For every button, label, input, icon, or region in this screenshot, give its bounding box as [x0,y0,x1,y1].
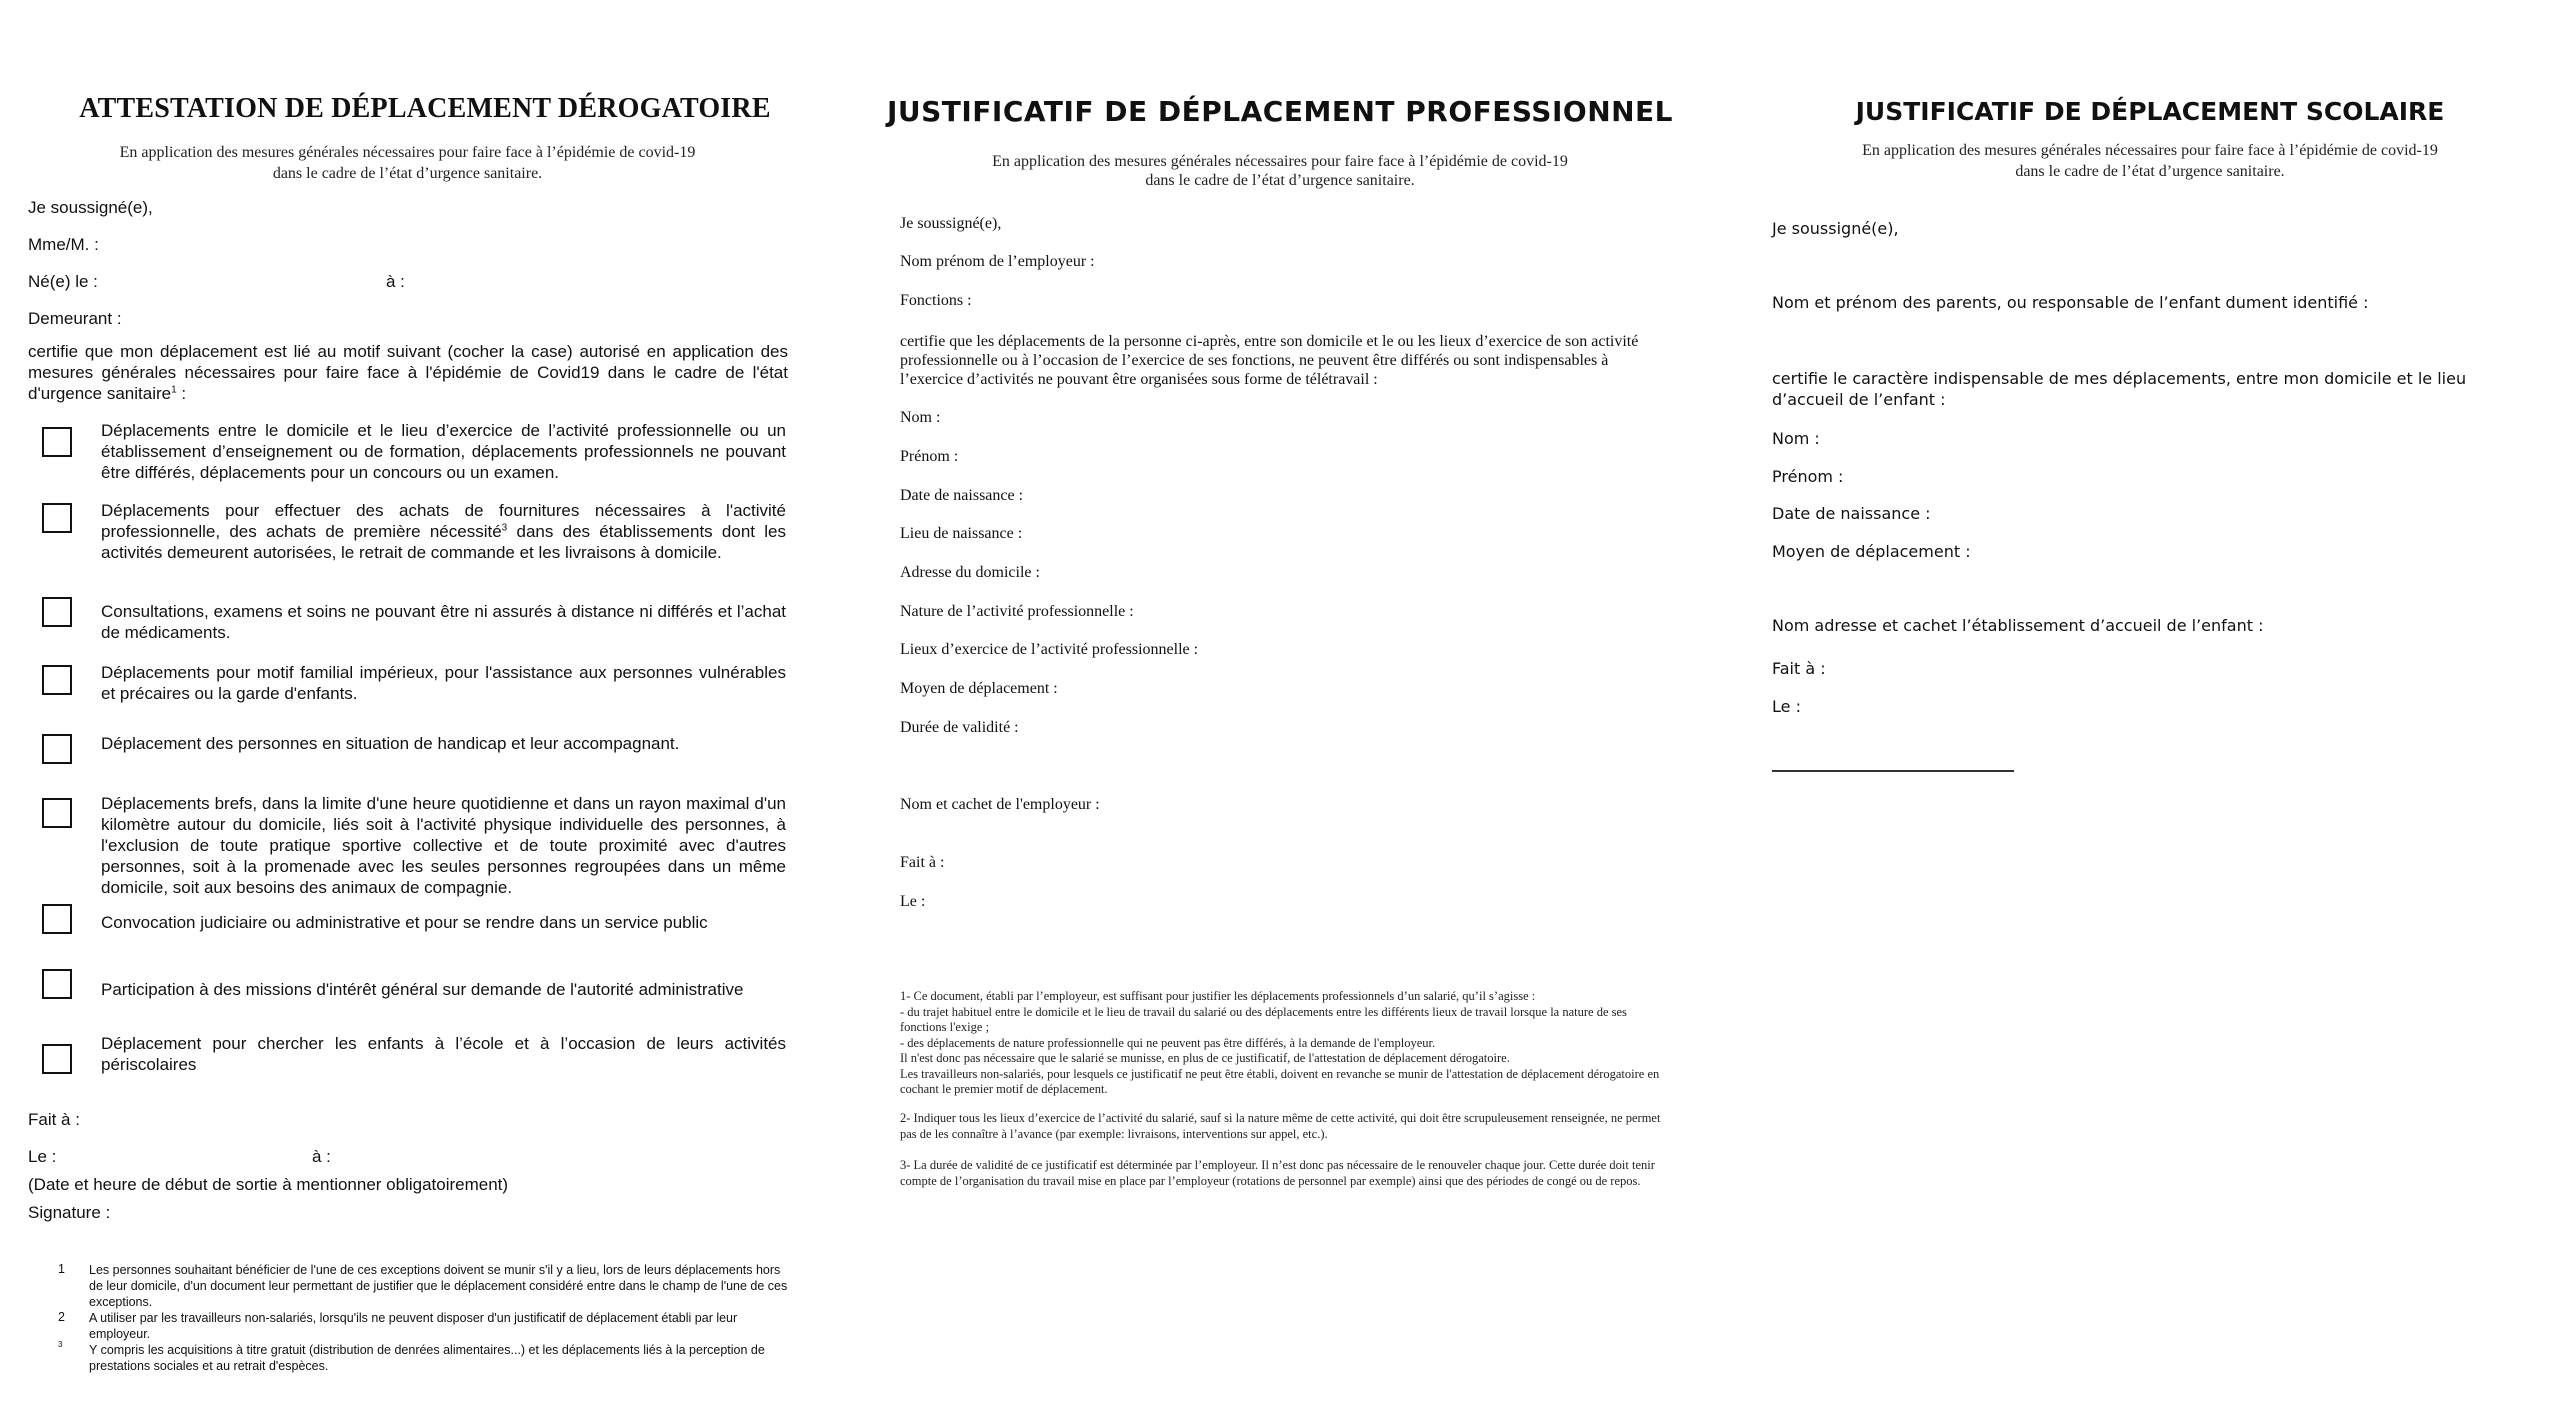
form-title: JUSTIFICATIF DE DÉPLACEMENT SCOLAIRE [1855,97,2445,126]
subtitle-line-1: En application des mesures générales nécessaires pour faire face à l’épidémie de covid-19 [119,144,696,161]
employeur-field[interactable]: Nom prénom de l’employeur : [900,253,1095,270]
reason-text: Déplacement des personnes en situation de handicap et leur accompagnant. [101,734,680,753]
moyen-deplacement-field[interactable]: Moyen de déplacement : [1772,542,1971,561]
form-subtitle [880,152,1680,190]
note-line: Les travailleurs non-salariés, pour lesquels ce justificatif ne peut être établi, doivent en revanche se munir de l'attestation de déplacement dérogatoire en cochant le premier motif de déplacement. [900,1066,1660,1096]
reason-text: Participation à des missions d'intérêt général sur demande de l'autorité administrative [101,980,744,999]
reason-text [101,500,786,563]
demeurant-field[interactable]: Demeurant : [28,309,122,328]
certifie-paragraph: certifie le caractère indispensable de mes déplacements, entre mon domicile et le lieu d’accueil de l’enfant : [1772,369,2467,409]
reason-text: Déplacements brefs, dans la limite d'une heure quotidienne et dans un rayon maximal d'un kilomètre autour du domicile, liés soit à l'activité physique individuelle des personnes, à l'exclusion de toute pratique sportive collective et de toute proximité avec d'autres personnes, soit à la promenade avec les seules personnes regroupées dans un même domicile, soit aux besoins des animaux de compagnie. [101,794,786,897]
note-line: Il n'est donc pas nécessaire que le salarié se munisse, en plus de ce justificatif, de l'attestation de déplacement dérogatoire. [900,1051,1510,1065]
checkbox[interactable] [42,969,72,999]
checkbox[interactable] [42,597,72,627]
soussigne-label: Je soussigné(e), [28,198,153,217]
lieu-naissance-field[interactable]: Lieu de naissance : [900,525,1023,542]
lieu-naissance-field[interactable]: à : [386,272,405,291]
moyen-deplacement-field[interactable]: Moyen de déplacement : [900,680,1058,697]
signature-field[interactable]: Signature : [28,1203,111,1222]
subtitle-line-1: En application des mesures générales nécessaires pour faire face à l’épidémie de covid-19 [992,153,1568,170]
date-naissance-field[interactable]: Date de naissance : [1772,504,1931,523]
note-3: 3- La durée de validité de ce justificatif est déterminée par l’employeur. Il n’est donc pas nécessaire de le renouveler chaque jour. Cette durée doit tenir compte de l’organisation du travail mise en place par l’employeur (rotations de personnel par exemple) ainsi que des périodes de congé ou de repos. [900,1158,1655,1188]
fait-a-field[interactable]: Fait à : [900,854,945,871]
subtitle-line-1: En application des mesures générales nécessaires pour faire face à l’épidémie de covid-19 [1862,142,2438,159]
date-sortie-field[interactable]: Le : [28,1147,57,1166]
reason-text: Déplacements pour motif familial impérieux, pour l'assistance aux personnes vulnérables et précaires ou la garde d'enfants. [101,663,786,703]
subtitle-line-2: dans le cadre de l’état d’urgence sanitaire. [272,165,543,182]
note-line: 1- Ce document, établi par l’employeur, est suffisant pour justifier les déplacements professionnels d’un salarié, qu’il s’agisse : [900,989,1536,1003]
heure-sortie-field[interactable]: à : [312,1147,331,1166]
reason-text: Déplacements entre le domicile et le lieu d’exercice de l’activité professionnelle ou un établissement d’enseignement ou de formation, déplacements professionnels ne pouvant être différés, déplacements pour un concours ou un examen. [101,421,786,482]
footnote-number: 2 [58,1310,65,1324]
checkbox[interactable] [42,503,72,533]
certifie-text: certifie que mon déplacement est lié au motif suivant (cocher la case) autorisé en application des mesures générales nécessaires pour faire face à l'épidémie de Covid19 dans le cadre de l'état d'urgence sanitaire [28,342,788,403]
nature-activite-field[interactable]: Nature de l’activité professionnelle : [900,603,1134,620]
reason-text: Consultations, examens et soins ne pouvant être ni assurés à distance ni différés et l’achat de médicaments. [101,602,786,642]
subtitle-line-2: dans le cadre de l’état d’urgence sanitaire. [1145,172,1415,189]
prenom-field[interactable]: Prénom : [1772,467,1844,486]
mme-m-field[interactable]: Mme/M. : [28,235,99,254]
fait-a-field[interactable]: Fait à : [1772,659,1826,678]
date-note: (Date et heure de début de sortie à mentionner obligatoirement) [28,1175,509,1194]
signature-line[interactable] [1772,770,2014,772]
footnote-number: 1 [58,1262,65,1276]
reason-text-part: Déplacements pour effectuer des achats de fournitures nécessaires à l'activité professionnelle, des achats de première nécessité [101,501,786,541]
footnote-text: A utiliser par les travailleurs non-salariés, lorsqu'ils ne peuvent disposer d'un justificatif de déplacement établi par leur employeur. [89,1311,738,1341]
checkbox[interactable] [42,734,72,764]
checkbox[interactable] [42,904,72,934]
le-field[interactable]: Le : [1772,697,1801,716]
subtitle-line-2: dans le cadre de l’état d’urgence sanitaire. [2015,163,2285,180]
checkbox[interactable] [42,798,72,828]
fait-a-field[interactable]: Fait à : [28,1110,80,1129]
date-naissance-field[interactable]: Date de naissance : [900,487,1024,504]
parents-field[interactable]: Nom et prénom des parents, ou responsable de l’enfant dument identifié : [1772,293,2369,312]
prenom-field[interactable]: Prénom : [900,448,959,465]
form-subtitle [0,142,815,184]
note-2: 2- Indiquer tous les lieux d’exercice de l’activité du salarié, sauf si la nature même de cette activité, qui doit être scrupuleusement renseignée, ne permet pas de les connaître à l’avance (par exemple: livraisons, interventions sur appel, etc.). [900,1111,1661,1141]
footnote-ref: 1 [171,384,177,396]
form-title: ATTESTATION DE DÉPLACEMENT DÉROGATOIRE [79,93,771,124]
note-line: - des déplacements de nature professionnelle qui ne peuvent pas être différés, à la demande de l'employeur. [900,1035,1436,1050]
footnote-text: Les personnes souhaitant bénéficier de l'une de ces exceptions doivent se munir s'il y a lieu, lors de leurs déplacements hors de leur domicile, d'un document leur permettant de justifier que le déplacement considéré entre dans le champ de l'une de ces exceptions. [89,1263,788,1309]
form-title: JUSTIFICATIF DE DÉPLACEMENT PROFESSIONNEL [886,95,1674,128]
nom-field[interactable]: Nom : [1772,429,1820,448]
certifie-paragraph [28,341,788,404]
fonctions-field[interactable]: Fonctions : [900,292,972,309]
soussigne-label: Je soussigné(e), [1772,219,1899,238]
date-naissance-field[interactable]: Né(e) le : [28,272,98,291]
checkbox[interactable] [42,665,72,695]
reason-text: Convocation judiciaire ou administrative et pour se rendre dans un service public [101,913,708,932]
reason-text: Déplacement pour chercher les enfants à l’école et à l’occasion de leurs activités périscolaires [101,1034,786,1074]
reason-text-part: dans des établissements dont les activités demeurent autorisées, le retrait de commande et les livraisons à domicile. [101,522,786,562]
le-field[interactable]: Le : [900,893,926,910]
certifie-paragraph: certifie que les déplacements de la personne ci-après, entre son domicile et le ou les lieux d’exercice de son activité professionnelle ou à l’occasion de l’exercice de ses fonctions, ne peuvent être différés ou sont indispensables à l’exercice d’activités ne pouvant être organisées sous forme de télétravail : [900,333,1639,388]
certifie-end: : [176,384,187,403]
soussigne-label: Je soussigné(e), [900,215,1002,232]
adresse-field[interactable]: Adresse du domicile : [900,564,1040,581]
form-subtitle [1740,140,2560,182]
checkbox[interactable] [42,427,72,457]
footnote-ref: 3 [501,522,508,534]
cachet-employeur-field[interactable]: Nom et cachet de l'employeur : [900,796,1100,813]
note-1 [900,989,1670,1098]
checkbox[interactable] [42,1044,72,1074]
note-line: - du trajet habituel entre le domicile et le lieu de travail du salarié ou des déplacements entre les différents lieux de travail lorsque la nature de ses fonctions l'exige ; [900,1004,1627,1034]
footnote-number: 3 [58,1340,63,1349]
duree-validite-field[interactable]: Durée de validité : [900,719,1019,736]
nom-field[interactable]: Nom : [900,409,941,426]
footnote-text: Y compris les acquisitions à titre gratuit (distribution de denrées alimentaires...) et les déplacements liés à la perception de prestations sociales et au retrait d'espèces. [89,1343,765,1373]
etablissement-field[interactable]: Nom adresse et cachet l’établissement d’accueil de l’enfant : [1772,616,2264,635]
lieux-exercice-field[interactable]: Lieux d’exercice de l’activité professionnelle : [900,641,1199,658]
